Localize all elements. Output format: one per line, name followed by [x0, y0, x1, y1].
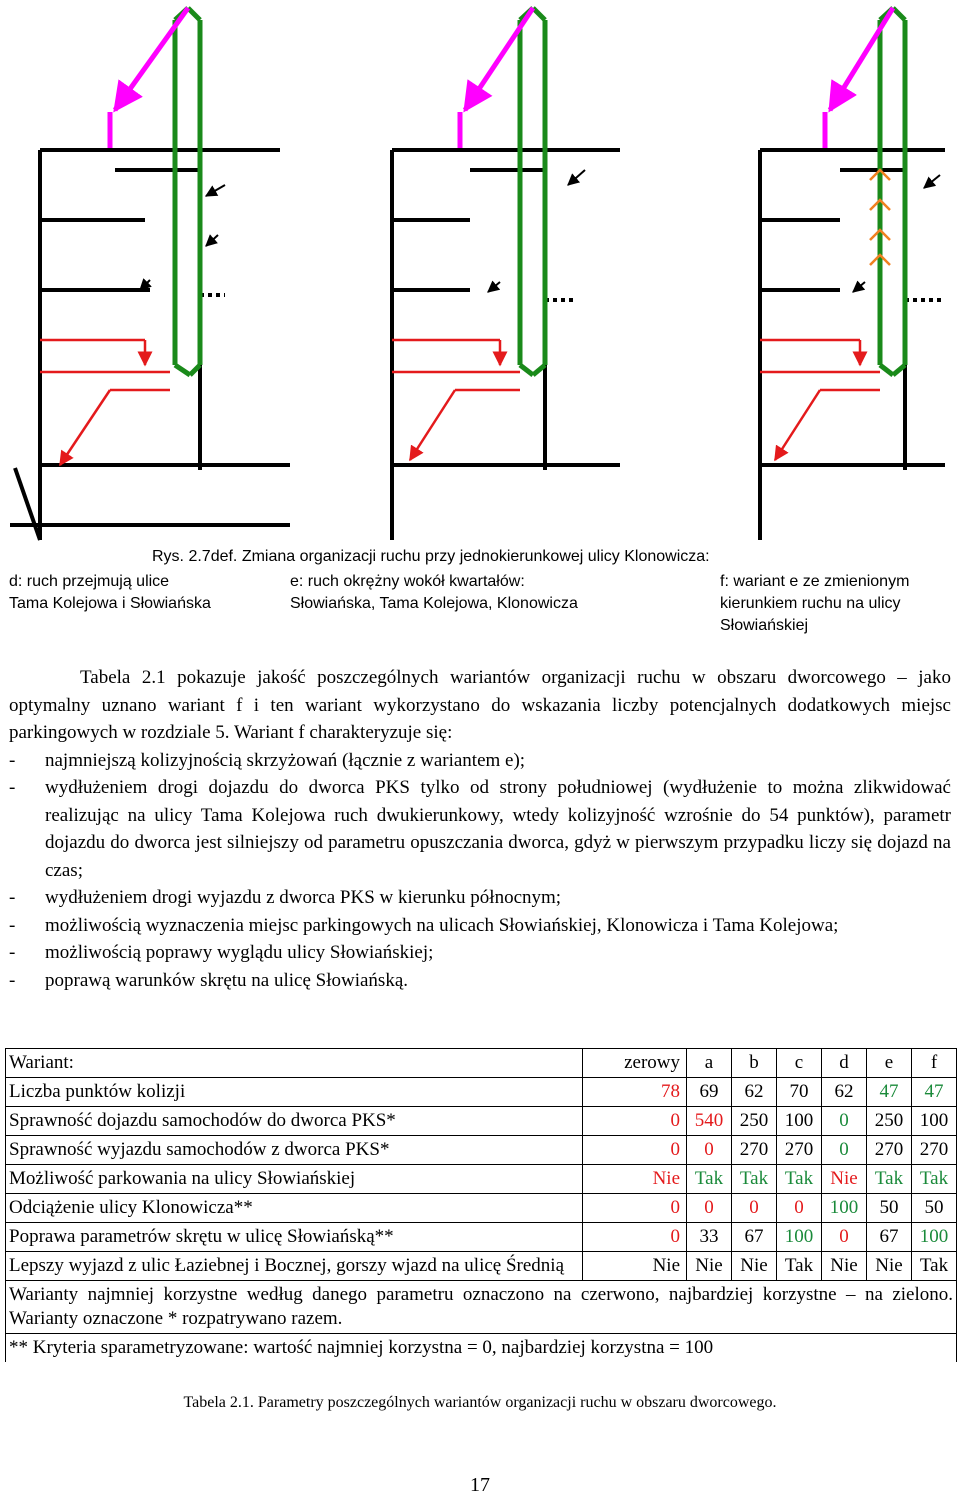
- table-cell: Nie: [687, 1252, 732, 1281]
- bullet-text: wydłużeniem drogi dojazdu do dworca PKS tylko od strony południowej (wydłużenie to można zlikwidować realizując na ulicy Tama Kolejowa ruch dwukierunkowy, wtedy kolizyjność wzrośnie do 54 punktów), parametr dojazdu do dworca jest silniejszy od parametru opuszczania dworca, gdyż w pierwszym przypadku liczy się dojazd na czas;: [45, 777, 951, 881]
- table-cell: 67: [867, 1223, 912, 1252]
- row-label: Odciążenie ulicy Klonowicza**: [6, 1194, 583, 1223]
- table-header-row: [6, 1049, 957, 1078]
- caption-f-line2: kierunkiem ruchu na ulicy: [720, 595, 901, 612]
- table-cell: 47: [912, 1078, 957, 1107]
- header-cell-c: c: [777, 1049, 822, 1078]
- bullet-dash: -: [9, 749, 16, 771]
- table-cell: 100: [822, 1194, 867, 1223]
- table-cell: Nie: [583, 1165, 687, 1194]
- caption-d-line1: d: ruch przejmują ulice: [9, 573, 170, 590]
- table-cell: 250: [867, 1107, 912, 1136]
- intro-paragraph: Tabela 2.1 pokazuje jakość poszczególnych wariantów organizacji ruchu w obszaru dworcowego – jako optymalny uznano wariant f i ten wariant wykorzystano do wskazania liczby potencjalnych dodatkowych miejsc parkingowych w rozdziale 5. Wariant f charakteryzuje się:: [9, 667, 951, 743]
- table-cell: Nie: [867, 1252, 912, 1281]
- bullet-text: możliwością wyznaczenia miejsc parkingowych na ulicach Słowiańskiej, Klonowicza i Tama Kolejowa;: [45, 914, 839, 936]
- table-cell: 47: [867, 1078, 912, 1107]
- table-cell: Nie: [822, 1252, 867, 1281]
- body-text: [9, 664, 951, 994]
- table-cell: 100: [777, 1107, 822, 1136]
- table-cell: 270: [777, 1136, 822, 1165]
- table-cell: 0: [687, 1136, 732, 1165]
- table-cell: 0: [732, 1194, 777, 1223]
- bullet-item: [9, 912, 951, 940]
- caption-f-line3: Słowiańskiej: [720, 617, 809, 634]
- table-cell: Tak: [912, 1165, 957, 1194]
- traffic-variants-diagram: [0, 0, 960, 545]
- bullet-item: [9, 884, 951, 912]
- table-cell: 50: [867, 1194, 912, 1223]
- caption-variant-e: [290, 571, 578, 615]
- table-cell: 270: [912, 1136, 957, 1165]
- table-caption: Tabela 2.1. Parametry poszczególnych wariantów organizacji ruchu w obszaru dworcowego.: [183, 1394, 777, 1411]
- page-number: 17: [470, 1474, 490, 1496]
- bullet-text: najmniejszą kolizyjnością skrzyżowań (łącznie z wariantem e);: [45, 749, 526, 771]
- bullet-dash: -: [9, 914, 16, 936]
- row-label: Sprawność wyjazdu samochodów z dworca PKS*: [6, 1136, 583, 1165]
- table-cell: 0: [583, 1136, 687, 1165]
- caption-d-line2: Tama Kolejowa i Słowiańska: [9, 595, 211, 612]
- table-row: [6, 1252, 957, 1281]
- table-row: [6, 1223, 957, 1252]
- header-cell-a: a: [687, 1049, 732, 1078]
- table-cell: 100: [912, 1107, 957, 1136]
- row-label: Lepszy wyjazd z ulic Łaziebnej i Bocznej, gorszy wjazd na ulicę Średnią: [6, 1252, 583, 1281]
- table-cell: Tak: [777, 1165, 822, 1194]
- table-cell: 0: [777, 1194, 822, 1223]
- bullet-item: [9, 967, 951, 995]
- table-note-criteria: ** Kryteria sparametryzowane: wartość najmniej korzystna = 0, najbardziej korzystna = 100: [6, 1334, 957, 1363]
- header-cell-d: d: [822, 1049, 867, 1078]
- table-cell: 0: [822, 1136, 867, 1165]
- table-notes: [6, 1281, 957, 1363]
- table-cell: Nie: [583, 1252, 687, 1281]
- table-row: [6, 1136, 957, 1165]
- row-label: Możliwość parkowania na ulicy Słowiańskiej: [6, 1165, 583, 1194]
- table-cell: 250: [732, 1107, 777, 1136]
- panel-f: [760, 8, 945, 540]
- bullet-dash: -: [9, 777, 16, 798]
- header-cell-zerowy: zerowy: [583, 1049, 687, 1078]
- table-cell: 50: [912, 1194, 957, 1223]
- table-cell: 0: [583, 1107, 687, 1136]
- table-row: [6, 1194, 957, 1223]
- bullet-item: [9, 939, 951, 967]
- table-row: [6, 1078, 957, 1107]
- table-cell: 270: [867, 1136, 912, 1165]
- caption-variant-f: [720, 571, 909, 637]
- caption-f-line1: f: wariant e ze zmienionym: [720, 573, 910, 590]
- note-row: [6, 1334, 957, 1363]
- table-cell: 0: [583, 1223, 687, 1252]
- table-cell: Tak: [912, 1252, 957, 1281]
- row-label: Poprawa parametrów skrętu w ulicę Słowiańską**: [6, 1223, 583, 1252]
- table-note-colors: Warianty najmniej korzystne według danego parametru oznaczono na czerwono, najbardziej korzystne – na zielono. Warianty oznaczone * rozpatrywano razem.: [6, 1281, 957, 1334]
- table-cell: 0: [822, 1223, 867, 1252]
- table-cell: Tak: [777, 1252, 822, 1281]
- caption-e-line2: Słowiańska, Tama Kolejowa, Klonowicza: [290, 595, 578, 612]
- figure-caption: Rys. 2.7def. Zmiana organizacji ruchu przy jednokierunkowej ulicy Klonowicza:: [152, 548, 710, 565]
- header-cell-e: e: [867, 1049, 912, 1078]
- table-cell: 67: [732, 1223, 777, 1252]
- table-cell: Tak: [732, 1165, 777, 1194]
- variants-table: [5, 1048, 957, 1362]
- header-cell-b: b: [732, 1049, 777, 1078]
- note-row: [6, 1281, 957, 1334]
- panel-d: [10, 8, 290, 540]
- table-cell: 100: [912, 1223, 957, 1252]
- table-cell: 62: [732, 1078, 777, 1107]
- table-row: [6, 1107, 957, 1136]
- caption-variant-d: [9, 571, 211, 615]
- table-cell: 540: [687, 1107, 732, 1136]
- bullet-dash: -: [9, 887, 16, 908]
- table-cell: 100: [777, 1223, 822, 1252]
- header-cell-label: Wariant:: [6, 1049, 583, 1078]
- table-row: [6, 1165, 957, 1194]
- bullet-text: wydłużeniem drogi wyjazdu z dworca PKS w kierunku północnym;: [45, 887, 562, 908]
- table-cell: 270: [732, 1136, 777, 1165]
- table-cell: 0: [583, 1194, 687, 1223]
- header-cell-f: f: [912, 1049, 957, 1078]
- row-label: Sprawność dojazdu samochodów do dworca PKS*: [6, 1107, 583, 1136]
- bullet-text: poprawą warunków skrętu na ulicę Słowiańską.: [45, 969, 409, 991]
- table-cell: 33: [687, 1223, 732, 1252]
- table-cell: 70: [777, 1078, 822, 1107]
- row-label: Liczba punktów kolizji: [6, 1078, 583, 1107]
- caption-e-line1: e: ruch okrężny wokół kwartałów:: [290, 573, 525, 590]
- table-cell: Tak: [867, 1165, 912, 1194]
- table-cell: 0: [687, 1194, 732, 1223]
- table-cell: 62: [822, 1078, 867, 1107]
- table-cell: Nie: [732, 1252, 777, 1281]
- table-cell: 78: [583, 1078, 687, 1107]
- table-cell: Tak: [687, 1165, 732, 1194]
- bullet-item: [9, 774, 951, 884]
- table-cell: 0: [822, 1107, 867, 1136]
- panel-e: [392, 8, 620, 540]
- table-cell: Nie: [822, 1165, 867, 1194]
- bullet-dash: -: [9, 942, 16, 963]
- bullet-dash: -: [9, 969, 16, 991]
- table-body: [6, 1049, 957, 1281]
- bullet-text: możliwością poprawy wyglądu ulicy Słowiańskiej;: [45, 942, 434, 963]
- bullet-item: [9, 747, 951, 775]
- table-cell: 69: [687, 1078, 732, 1107]
